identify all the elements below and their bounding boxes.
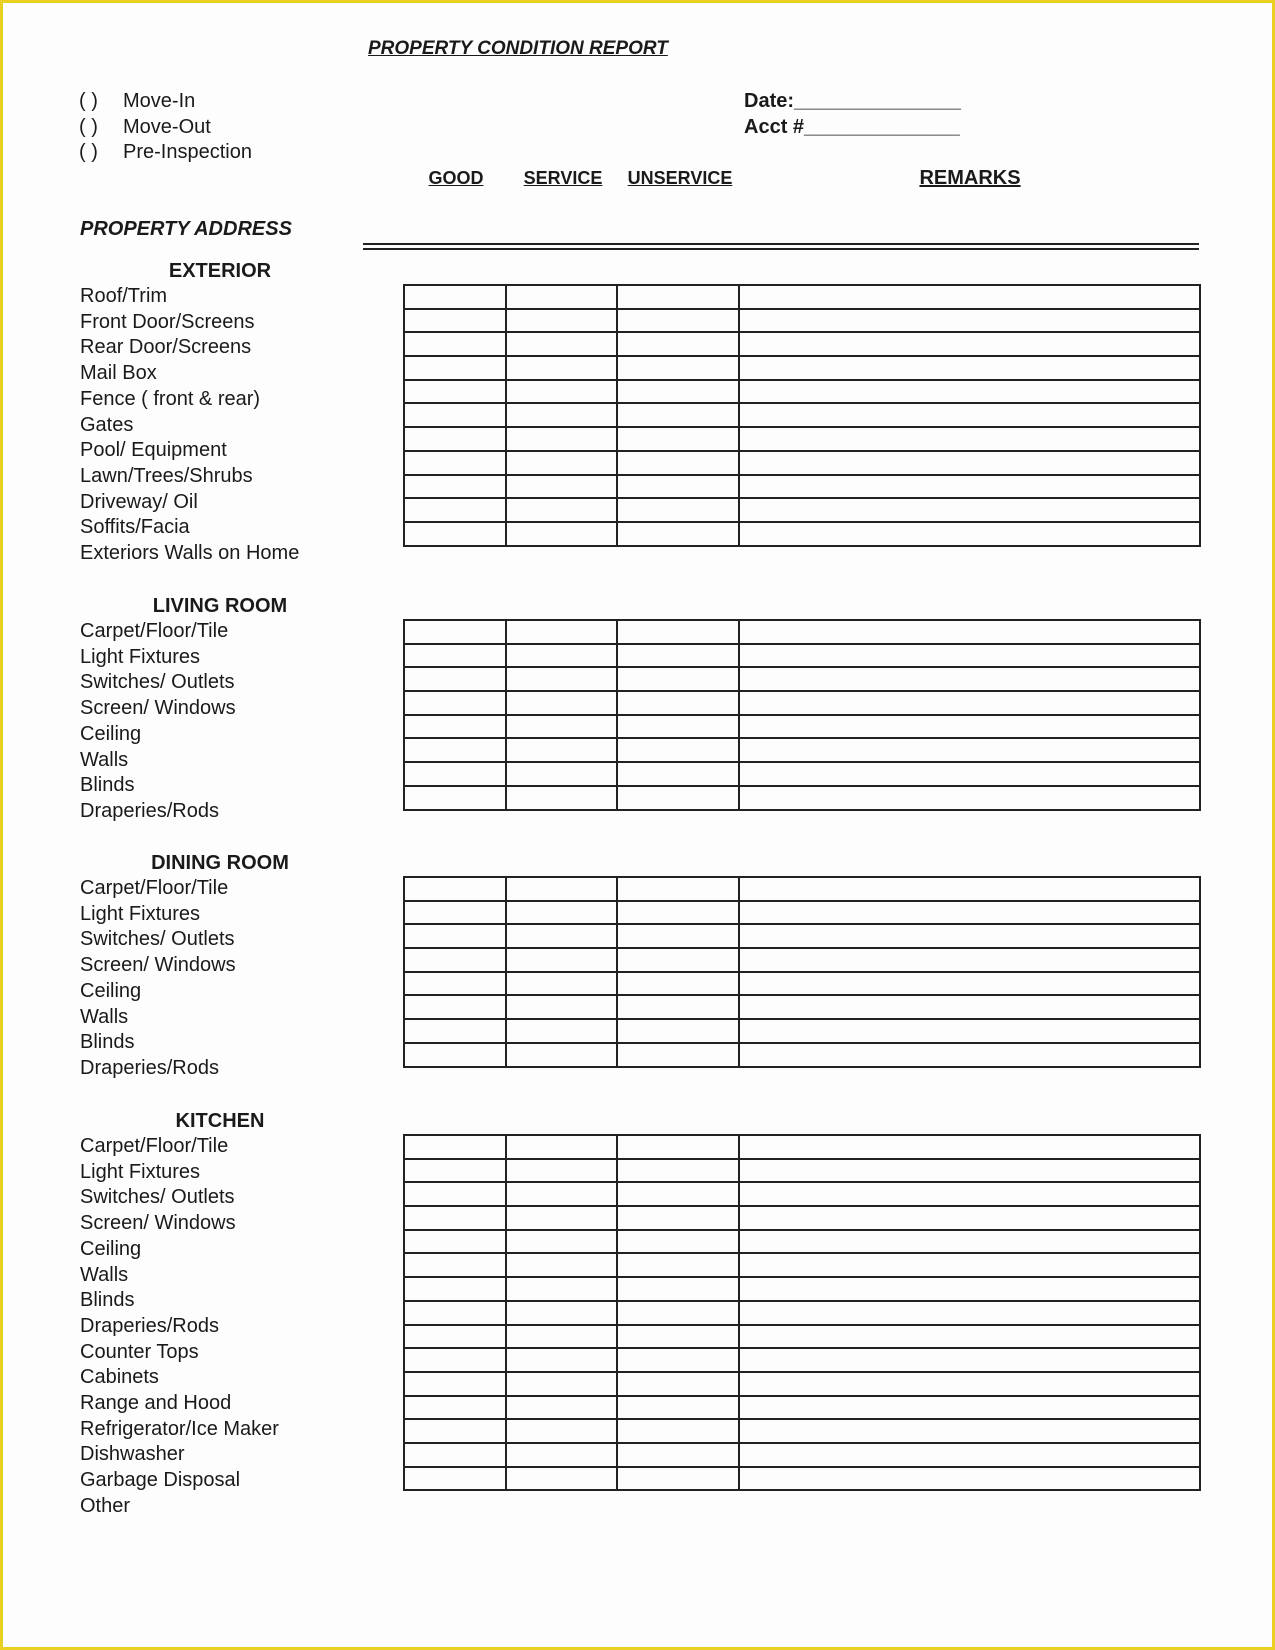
good-cell[interactable]	[404, 1301, 506, 1325]
table-row	[404, 1253, 1200, 1277]
item-label: Screen/ Windows	[80, 1212, 236, 1235]
service-cell[interactable]	[506, 762, 617, 786]
unservice-cell[interactable]	[617, 620, 739, 644]
item-label: Pool/ Equipment	[80, 439, 227, 462]
remarks-cell[interactable]	[739, 1135, 1200, 1159]
column-header-service: SERVICE	[523, 168, 603, 188]
unservice-cell[interactable]	[617, 1159, 739, 1183]
service-cell[interactable]	[506, 1301, 617, 1325]
good-cell[interactable]	[404, 995, 506, 1019]
item-label: Soffits/Facia	[80, 516, 190, 539]
unservice-cell[interactable]	[617, 1230, 739, 1254]
item-label: Draperies/Rods	[80, 1056, 219, 1079]
item-label: Carpet/Floor/Tile	[80, 877, 229, 899]
item-label: Exteriors Walls on Home	[80, 542, 300, 564]
service-cell[interactable]	[506, 498, 617, 522]
table-row	[404, 1135, 1200, 1159]
service-cell[interactable]	[506, 451, 617, 475]
table-row	[404, 498, 1200, 522]
service-cell[interactable]	[506, 877, 617, 901]
service-cell[interactable]	[506, 1372, 617, 1396]
table-row	[404, 285, 1200, 309]
table-row	[404, 522, 1200, 546]
good-cell[interactable]	[404, 1277, 506, 1301]
item-label: Screen/ Windows	[80, 954, 236, 977]
good-cell[interactable]	[404, 403, 506, 427]
remarks-cell[interactable]	[739, 1348, 1200, 1372]
table-row	[404, 924, 1200, 948]
condition-grid	[403, 1134, 1201, 1491]
unservice-cell[interactable]	[617, 1043, 739, 1067]
service-cell[interactable]	[506, 901, 617, 925]
unservice-cell[interactable]	[617, 285, 739, 309]
remarks-cell[interactable]	[739, 451, 1200, 475]
option-pre-inspection[interactable]	[79, 141, 252, 164]
service-cell[interactable]	[506, 427, 617, 451]
good-cell[interactable]	[404, 738, 506, 762]
remarks-cell[interactable]	[739, 1443, 1200, 1467]
service-cell[interactable]	[506, 475, 617, 499]
item-label: Counter Tops	[80, 1340, 199, 1363]
condition-grid	[403, 619, 1201, 811]
item-label: Switches/ Outlets	[80, 928, 235, 951]
remarks-cell[interactable]	[739, 380, 1200, 404]
good-cell[interactable]	[404, 1019, 506, 1043]
good-cell[interactable]	[404, 1443, 506, 1467]
table-row	[404, 356, 1200, 380]
service-cell[interactable]	[506, 1396, 617, 1420]
unservice-cell[interactable]	[617, 1467, 739, 1491]
good-cell[interactable]	[404, 1253, 506, 1277]
column-header-remarks: REMARKS	[919, 167, 1021, 189]
unservice-cell[interactable]	[617, 1206, 739, 1230]
unservice-cell[interactable]	[617, 667, 739, 691]
item-label: Draperies/Rods	[80, 1314, 219, 1337]
good-cell[interactable]	[404, 1348, 506, 1372]
table-row	[404, 1419, 1200, 1443]
remarks-cell[interactable]	[739, 972, 1200, 996]
unservice-cell[interactable]	[617, 1325, 739, 1349]
table-row	[404, 403, 1200, 427]
table-row	[404, 786, 1200, 810]
remarks-cell[interactable]	[739, 1182, 1200, 1206]
item-label: Rear Door/Screens	[80, 336, 252, 359]
remarks-cell[interactable]	[739, 1396, 1200, 1420]
good-cell[interactable]	[404, 356, 506, 380]
unservice-cell[interactable]	[617, 309, 739, 333]
service-cell[interactable]	[506, 309, 617, 333]
table-row	[404, 1372, 1200, 1396]
unservice-cell[interactable]	[617, 924, 739, 948]
checkbox-parens[interactable]: ( )	[79, 141, 98, 163]
unservice-cell[interactable]	[617, 1135, 739, 1159]
good-cell[interactable]	[404, 309, 506, 333]
table-row	[404, 1277, 1200, 1301]
item-label: Driveway/ Oil	[80, 490, 198, 513]
service-cell[interactable]	[506, 380, 617, 404]
table-row	[404, 901, 1200, 925]
remarks-cell[interactable]	[739, 762, 1200, 786]
service-cell[interactable]	[506, 1467, 617, 1491]
item-label: Other	[80, 1494, 131, 1517]
good-cell[interactable]	[404, 1135, 506, 1159]
remarks-cell[interactable]	[739, 1043, 1200, 1067]
unservice-cell[interactable]	[617, 972, 739, 996]
table-row	[404, 691, 1200, 715]
item-label: Gates	[80, 413, 134, 436]
remarks-cell[interactable]	[739, 1019, 1200, 1043]
condition-grid	[403, 284, 1201, 547]
section-title: LIVING ROOM	[152, 595, 288, 617]
item-label: Lawn/Trees/Shrubs	[80, 464, 253, 487]
item-label: Front Door/Screens	[80, 310, 255, 333]
table-row	[404, 1348, 1200, 1372]
service-cell[interactable]	[506, 1206, 617, 1230]
service-cell[interactable]	[506, 620, 617, 644]
good-cell[interactable]	[404, 380, 506, 404]
section-title: DINING ROOM	[151, 852, 289, 874]
table-row	[404, 1230, 1200, 1254]
service-cell[interactable]	[506, 924, 617, 948]
good-cell[interactable]	[404, 1043, 506, 1067]
good-cell[interactable]	[404, 972, 506, 996]
condition-grid	[403, 876, 1201, 1068]
unservice-cell[interactable]	[617, 715, 739, 739]
good-cell[interactable]	[404, 786, 506, 810]
table-row	[404, 644, 1200, 668]
table-row	[404, 715, 1200, 739]
remarks-cell[interactable]	[739, 1419, 1200, 1443]
table-row	[404, 380, 1200, 404]
column-header-good: GOOD	[428, 168, 484, 188]
unservice-cell[interactable]	[617, 948, 739, 972]
remarks-cell[interactable]	[739, 356, 1200, 380]
item-label: Cabinets	[80, 1366, 159, 1389]
good-cell[interactable]	[404, 498, 506, 522]
unservice-cell[interactable]	[617, 877, 739, 901]
unservice-cell[interactable]	[617, 403, 739, 427]
item-label: Blinds	[80, 1289, 135, 1312]
service-cell[interactable]	[506, 995, 617, 1019]
remarks-cell[interactable]	[739, 667, 1200, 691]
service-cell[interactable]	[506, 786, 617, 810]
service-cell[interactable]	[506, 332, 617, 356]
item-label: Garbage Disposal	[80, 1469, 241, 1492]
good-cell[interactable]	[404, 1182, 506, 1206]
remarks-cell[interactable]	[739, 1372, 1200, 1396]
unservice-cell[interactable]	[617, 380, 739, 404]
good-cell[interactable]	[404, 877, 506, 901]
service-cell[interactable]	[506, 948, 617, 972]
item-label: Walls	[80, 1005, 129, 1028]
service-cell[interactable]	[506, 1159, 617, 1183]
good-cell[interactable]	[404, 620, 506, 644]
remarks-cell[interactable]	[739, 877, 1200, 901]
date-field[interactable]: Date:_______________	[744, 90, 961, 112]
unservice-cell[interactable]	[617, 1301, 739, 1325]
option-label: Pre-Inspection	[123, 141, 252, 163]
option-label: Move-In	[123, 90, 196, 112]
good-cell[interactable]	[404, 285, 506, 309]
remarks-cell[interactable]	[739, 1159, 1200, 1183]
item-label: Ceiling	[80, 979, 142, 1002]
service-cell[interactable]	[506, 1230, 617, 1254]
unservice-cell[interactable]	[617, 1419, 739, 1443]
remarks-cell[interactable]	[739, 1301, 1200, 1325]
table-row	[404, 427, 1200, 451]
section-title: EXTERIOR	[168, 260, 272, 282]
remarks-cell[interactable]	[739, 620, 1200, 644]
unservice-cell[interactable]	[617, 1443, 739, 1467]
service-cell[interactable]	[506, 972, 617, 996]
table-row	[404, 1396, 1200, 1420]
item-label: Walls	[80, 748, 129, 771]
good-cell[interactable]	[404, 1230, 506, 1254]
item-label: Walls	[80, 1263, 129, 1286]
good-cell[interactable]	[404, 901, 506, 925]
remarks-cell[interactable]	[739, 786, 1200, 810]
remarks-cell[interactable]	[739, 1277, 1200, 1301]
table-row	[404, 1206, 1200, 1230]
item-label: Switches/ Outlets	[80, 671, 235, 694]
unservice-cell[interactable]	[617, 901, 739, 925]
table-row	[404, 332, 1200, 356]
unservice-cell[interactable]	[617, 522, 739, 546]
remarks-cell[interactable]	[739, 403, 1200, 427]
unservice-cell[interactable]	[617, 1253, 739, 1277]
unservice-cell[interactable]	[617, 1396, 739, 1420]
good-cell[interactable]	[404, 332, 506, 356]
service-cell[interactable]	[506, 644, 617, 668]
good-cell[interactable]	[404, 1159, 506, 1183]
service-cell[interactable]	[506, 1253, 617, 1277]
table-row	[404, 475, 1200, 499]
service-cell[interactable]	[506, 356, 617, 380]
unservice-cell[interactable]	[617, 691, 739, 715]
good-cell[interactable]	[404, 475, 506, 499]
unservice-cell[interactable]	[617, 1182, 739, 1206]
property-address-label: PROPERTY ADDRESS	[80, 218, 292, 240]
remarks-cell[interactable]	[739, 427, 1200, 451]
remarks-cell[interactable]	[739, 522, 1200, 546]
service-cell[interactable]	[506, 285, 617, 309]
remarks-cell[interactable]	[739, 498, 1200, 522]
remarks-cell[interactable]	[739, 901, 1200, 925]
remarks-cell[interactable]	[739, 1253, 1200, 1277]
remarks-cell[interactable]	[739, 995, 1200, 1019]
unservice-cell[interactable]	[617, 498, 739, 522]
good-cell[interactable]	[404, 1467, 506, 1491]
table-row	[404, 972, 1200, 996]
remarks-cell[interactable]	[739, 1230, 1200, 1254]
remarks-cell[interactable]	[739, 1467, 1200, 1491]
item-label: Light Fixtures	[80, 645, 201, 668]
good-cell[interactable]	[404, 924, 506, 948]
item-label: Carpet/Floor/Tile	[80, 1135, 229, 1157]
item-label: Draperies/Rods	[80, 799, 219, 822]
remarks-cell[interactable]	[739, 309, 1200, 333]
table-row	[404, 1182, 1200, 1206]
unservice-cell[interactable]	[617, 356, 739, 380]
service-cell[interactable]	[506, 1019, 617, 1043]
good-cell[interactable]	[404, 1372, 506, 1396]
remarks-cell[interactable]	[739, 475, 1200, 499]
remarks-cell[interactable]	[739, 332, 1200, 356]
unservice-cell[interactable]	[617, 644, 739, 668]
service-cell[interactable]	[506, 1443, 617, 1467]
item-label: Ceiling	[80, 722, 142, 745]
service-cell[interactable]	[506, 403, 617, 427]
table-row	[404, 995, 1200, 1019]
item-label: Mail Box	[80, 362, 157, 385]
item-label: Carpet/Floor/Tile	[80, 620, 229, 642]
unservice-cell[interactable]	[617, 451, 739, 475]
item-label: Light Fixtures	[80, 1160, 201, 1183]
unservice-cell[interactable]	[617, 762, 739, 786]
remarks-cell[interactable]	[739, 715, 1200, 739]
table-row	[404, 1443, 1200, 1467]
service-cell[interactable]	[506, 691, 617, 715]
option-move-out[interactable]	[79, 116, 211, 139]
good-cell[interactable]	[404, 1325, 506, 1349]
table-row	[404, 1019, 1200, 1043]
good-cell[interactable]	[404, 691, 506, 715]
table-row	[404, 309, 1200, 333]
unservice-cell[interactable]	[617, 738, 739, 762]
table-row	[404, 948, 1200, 972]
page-title: PROPERTY CONDITION REPORT	[368, 38, 668, 59]
unservice-cell[interactable]	[617, 995, 739, 1019]
table-row	[404, 877, 1200, 901]
item-label: Roof/Trim	[80, 285, 168, 307]
remarks-cell[interactable]	[739, 1206, 1200, 1230]
good-cell[interactable]	[404, 1206, 506, 1230]
checkbox-parens[interactable]: ( )	[79, 90, 98, 112]
table-row	[404, 451, 1200, 475]
item-label: Blinds	[80, 1031, 135, 1054]
good-cell[interactable]	[404, 762, 506, 786]
service-cell[interactable]	[506, 1135, 617, 1159]
service-cell[interactable]	[506, 522, 617, 546]
service-cell[interactable]	[506, 1348, 617, 1372]
remarks-cell[interactable]	[739, 924, 1200, 948]
good-cell[interactable]	[404, 667, 506, 691]
good-cell[interactable]	[404, 715, 506, 739]
remarks-cell[interactable]	[739, 285, 1200, 309]
remarks-cell[interactable]	[739, 738, 1200, 762]
good-cell[interactable]	[404, 1396, 506, 1420]
service-cell[interactable]	[506, 1419, 617, 1443]
item-label: Ceiling	[80, 1237, 142, 1260]
remarks-cell[interactable]	[739, 691, 1200, 715]
table-row	[404, 738, 1200, 762]
remarks-cell[interactable]	[739, 1325, 1200, 1349]
table-row	[404, 1467, 1200, 1491]
property-address-line[interactable]	[363, 243, 1199, 250]
good-cell[interactable]	[404, 644, 506, 668]
item-label: Switches/ Outlets	[80, 1186, 235, 1209]
table-row	[404, 1325, 1200, 1349]
table-row	[404, 1159, 1200, 1183]
table-row	[404, 667, 1200, 691]
item-label: Dishwasher	[80, 1443, 185, 1466]
remarks-cell[interactable]	[739, 644, 1200, 668]
item-label: Refrigerator/Ice Maker	[80, 1417, 279, 1440]
option-label: Move-Out	[123, 116, 211, 138]
service-cell[interactable]	[506, 738, 617, 762]
unservice-cell[interactable]	[617, 1277, 739, 1301]
unservice-cell[interactable]	[617, 786, 739, 810]
unservice-cell[interactable]	[617, 475, 739, 499]
service-cell[interactable]	[506, 667, 617, 691]
good-cell[interactable]	[404, 522, 506, 546]
item-label: Range and Hood	[80, 1392, 232, 1414]
service-cell[interactable]	[506, 1325, 617, 1349]
item-label: Blinds	[80, 774, 135, 797]
column-header-unservice: UNSERVICE	[627, 168, 733, 188]
good-cell[interactable]	[404, 1419, 506, 1443]
service-cell[interactable]	[506, 1182, 617, 1206]
item-label: Fence ( front & rear)	[80, 387, 261, 410]
section-title: KITCHEN	[175, 1110, 265, 1132]
service-cell[interactable]	[506, 1043, 617, 1067]
item-label: Light Fixtures	[80, 902, 201, 925]
remarks-cell[interactable]	[739, 948, 1200, 972]
unservice-cell[interactable]	[617, 1019, 739, 1043]
good-cell[interactable]	[404, 427, 506, 451]
table-row	[404, 1301, 1200, 1325]
unservice-cell[interactable]	[617, 427, 739, 451]
unservice-cell[interactable]	[617, 1348, 739, 1372]
table-row	[404, 762, 1200, 786]
table-row	[404, 620, 1200, 644]
item-label: Screen/ Windows	[80, 697, 236, 720]
unservice-cell[interactable]	[617, 332, 739, 356]
checkbox-parens[interactable]: ( )	[79, 116, 98, 138]
good-cell[interactable]	[404, 948, 506, 972]
service-cell[interactable]	[506, 1277, 617, 1301]
acct-field[interactable]: Acct #______________	[744, 116, 960, 138]
good-cell[interactable]	[404, 451, 506, 475]
table-row	[404, 1043, 1200, 1067]
service-cell[interactable]	[506, 715, 617, 739]
option-move-in[interactable]	[79, 90, 195, 113]
unservice-cell[interactable]	[617, 1372, 739, 1396]
